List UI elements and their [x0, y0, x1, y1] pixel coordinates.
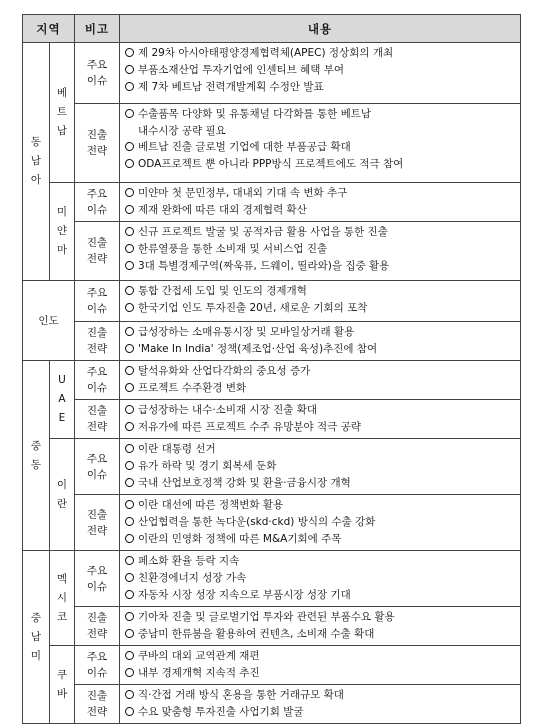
- list-item: 수출품목 다양화 및 유통채널 다각화를 통한 베트남: [125, 106, 517, 123]
- header-note: 비고: [75, 15, 120, 43]
- list-item: 유가 하락 및 경기 회복세 둔화: [125, 458, 517, 475]
- label-major-issues: 주요이슈: [75, 281, 120, 322]
- region-india: 인도: [23, 281, 75, 361]
- list-item: 급성장하는 소매유통시장 및 모바일상거래 활용: [125, 324, 517, 341]
- regional-strategy-table: [22, 14, 521, 724]
- list-item: 한국기업 인도 투자진출 20년, 새로운 기회의 포착: [125, 300, 517, 317]
- vietnam-strategies: [120, 104, 521, 183]
- cuba-strategies: [120, 685, 521, 724]
- list-item: 내부 경제개혁 지속적 추진: [125, 665, 517, 682]
- list-item: 저유가에 따른 프로젝트 수주 유망분야 적극 공략: [125, 419, 517, 436]
- country-cuba: 쿠바: [50, 646, 75, 724]
- table-row: [23, 607, 521, 646]
- uae-issues: [120, 361, 521, 400]
- list-item: 프로젝트 수주환경 변화: [125, 380, 517, 397]
- list-item: 통합 간접세 도입 및 인도의 경제개혁: [125, 283, 517, 300]
- label-major-issues: 주요이슈: [75, 551, 120, 607]
- list-item: 제 7차 베트남 전력개발계획 수정안 발표: [125, 79, 517, 96]
- list-item: 중남미 한류붐을 활용하여 컨텐츠, 소비재 수출 확대: [125, 626, 517, 643]
- india-issues: [120, 281, 521, 322]
- label-entry-strategy: 진출전략: [75, 104, 120, 183]
- label-major-issues: 주요이슈: [75, 439, 120, 495]
- list-item: 수요 맞춤형 투자진출 사업기회 발굴: [125, 704, 517, 721]
- list-item: 베트남 진출 글로벌 기업에 대한 부품공급 확대: [125, 139, 517, 156]
- label-major-issues: 주요이슈: [75, 361, 120, 400]
- list-item: 제재 완화에 따른 대외 경제협력 확산: [125, 202, 517, 219]
- table-row: [23, 281, 521, 322]
- uae-strategies: [120, 400, 521, 439]
- myanmar-issues: [120, 183, 521, 222]
- table-row: [23, 183, 521, 222]
- table-row: [23, 495, 521, 551]
- table-row: [23, 646, 521, 685]
- list-item: 쿠바의 대외 교역관계 재편: [125, 648, 517, 665]
- mexico-strategies: [120, 607, 521, 646]
- mexico-issues: [120, 551, 521, 607]
- header-row: [23, 15, 521, 43]
- table-row: [23, 104, 521, 183]
- list-item: 페소화 환율 등락 지속: [125, 553, 517, 570]
- list-item: 제 29차 아시아태평양경제협력체(APEC) 정상회의 개최: [125, 45, 517, 62]
- label-entry-strategy: 진출전략: [75, 685, 120, 724]
- country-uae: UAE: [50, 361, 75, 439]
- country-iran: 이란: [50, 439, 75, 551]
- list-item: 직·간접 거래 방식 혼용을 통한 거래규모 확대: [125, 687, 517, 704]
- list-item: 한류열풍을 통한 소비재 및 서비스업 진출: [125, 241, 517, 258]
- list-item: 기아차 진출 및 글로벌기업 투자와 관련된 부품수요 활용: [125, 609, 517, 626]
- list-item: 'Make In India' 정책(제조업·산업 육성)추진에 참여: [125, 341, 517, 358]
- myanmar-strategies: [120, 222, 521, 281]
- label-entry-strategy: 진출전략: [75, 607, 120, 646]
- label-entry-strategy: 진출전략: [75, 495, 120, 551]
- list-item: 국내 산업보호정책 강화 및 환율·금융시장 개혁: [125, 475, 517, 492]
- list-item: 이란 대통령 선거: [125, 441, 517, 458]
- list-item: 미얀마 첫 문민정부, 대내외 기대 속 변화 추구: [125, 185, 517, 202]
- table-row: [23, 400, 521, 439]
- india-strategies: [120, 322, 521, 361]
- label-entry-strategy: 진출전략: [75, 400, 120, 439]
- table-row: [23, 361, 521, 400]
- region-southeast-asia: 동남아: [23, 43, 50, 281]
- table-row: [23, 322, 521, 361]
- list-item: 부품소재산업 투자기업에 인센티브 혜택 부여: [125, 62, 517, 79]
- country-vietnam: 베트남: [50, 43, 75, 183]
- label-entry-strategy: 진출전략: [75, 322, 120, 361]
- list-item: ODA프로젝트 뿐 아니라 PPP방식 프로젝트에도 적극 참여: [125, 156, 517, 173]
- label-major-issues: 주요이슈: [75, 646, 120, 685]
- list-item: 이란의 민영화 정책에 따른 M&A기회에 주목: [125, 531, 517, 548]
- list-item: 이란 대선에 따른 정책변화 활용: [125, 497, 517, 514]
- list-item: 신규 프로젝트 발굴 및 공적자금 활용 사업을 통한 진출: [125, 224, 517, 241]
- table-row: [23, 685, 521, 724]
- country-mexico: 멕시코: [50, 551, 75, 646]
- label-entry-strategy: 진출전략: [75, 222, 120, 281]
- list-item: 친환경에너지 성장 가속: [125, 570, 517, 587]
- region-latin-america: 중남미: [23, 551, 50, 724]
- table-row: [23, 551, 521, 607]
- label-major-issues: 주요이슈: [75, 183, 120, 222]
- list-item: 급성장하는 내수·소비재 시장 진출 확대: [125, 402, 517, 419]
- iran-strategies: [120, 495, 521, 551]
- list-item: 자동차 시장 성장 지속으로 부품시장 성장 기대: [125, 587, 517, 604]
- header-content: 내용: [120, 15, 521, 43]
- country-myanmar: 미얀마: [50, 183, 75, 281]
- label-major-issues: 주요이슈: [75, 43, 120, 104]
- table-row: [23, 43, 521, 104]
- list-item-continuation: 내수시장 공략 필요: [138, 125, 226, 137]
- list-item: 산업협력을 통한 녹다운(skd·ckd) 방식의 수출 강화: [125, 514, 517, 531]
- cuba-issues: [120, 646, 521, 685]
- table-row: [23, 222, 521, 281]
- table-row: [23, 439, 521, 495]
- vietnam-issues: [120, 43, 521, 104]
- region-middle-east: 중동: [23, 361, 50, 551]
- list-item: 3대 특별경제구역(짜욱퓨, 드웨이, 띨라와)을 집중 활용: [125, 258, 517, 275]
- list-item: 탈석유화와 산업다각화의 중요성 증가: [125, 363, 517, 380]
- header-region: 지역: [23, 15, 75, 43]
- iran-issues: [120, 439, 521, 495]
